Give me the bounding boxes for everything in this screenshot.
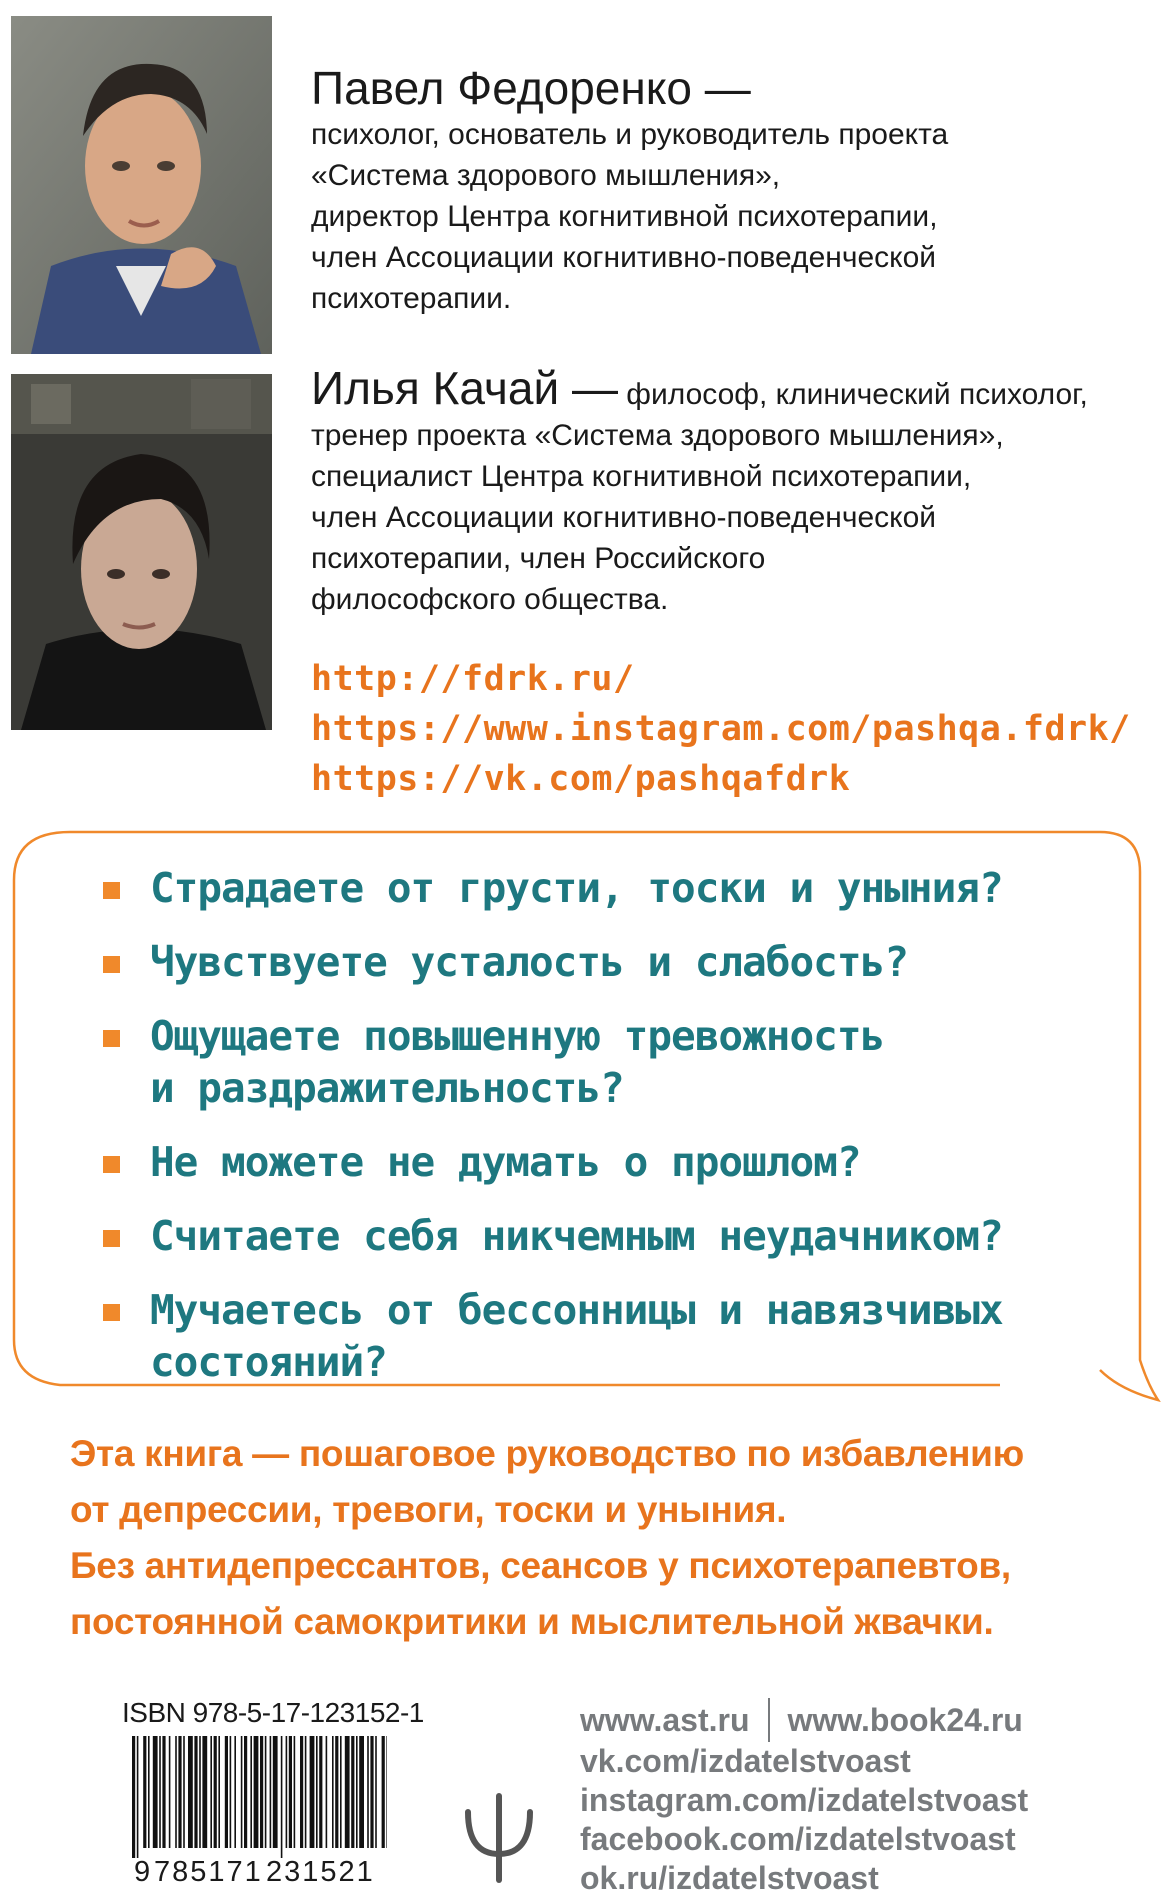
author-description: Илья Качай — философ, клинический психолог, тренер проекта «Система здорового мышления», специалист Центра когнитивной психотерапии, член Ассоциации когнитивно-поведенческой психотерапии, член Российского философского общества. xyxy=(311,362,1088,616)
barcode-bar xyxy=(159,1736,161,1848)
link-publisher-ok[interactable]: ok.ru/izdatelstvoast xyxy=(580,1860,879,1896)
barcode-bar xyxy=(250,1736,252,1848)
barcode-bar xyxy=(351,1736,354,1848)
link-instagram[interactable]: https://www.instagram.com/pashqa.fdrk/ xyxy=(311,709,1131,749)
list-item: Чувствуете усталость и слабость? xyxy=(100,936,1060,988)
list-item: Считаете себя никчемным неудачником? xyxy=(100,1210,1060,1262)
barcode-bar xyxy=(194,1736,197,1848)
list-item: Ощущаете повышенную тревожность и раздражительность? xyxy=(100,1010,1060,1114)
barcode-bar xyxy=(356,1736,358,1848)
link-publisher-instagram[interactable]: instagram.com/izdatelstvoast xyxy=(580,1782,1029,1818)
barcode-bar xyxy=(254,1736,259,1848)
barcode-digits-left: 785171 xyxy=(154,1856,263,1888)
barcode-bar xyxy=(210,1736,212,1848)
barcode-bar xyxy=(270,1736,272,1848)
author-name: Илья Качай — xyxy=(311,362,618,414)
author-name: Павел Федоренко — xyxy=(311,62,751,114)
publisher-contacts xyxy=(580,1698,1028,1898)
book-summary: Эта книга — пошаговое руководство по избавлению от депрессии, тревоги, тоски и уныния. Без антидепрессантов, сеансов у психотерапевтов, постоянной самокритики и мыслительной жвачки. xyxy=(70,1433,1024,1642)
bullet-square-icon xyxy=(103,1030,120,1047)
barcode-bar xyxy=(345,1736,350,1848)
barcode-bar xyxy=(281,1736,283,1858)
barcode-bar xyxy=(286,1736,288,1848)
barcode-bar xyxy=(132,1736,135,1858)
psi-logo-icon xyxy=(462,1792,536,1884)
barcode-digit-first: 9 xyxy=(134,1856,151,1888)
barcode-bar xyxy=(241,1736,243,1848)
barcode-bar xyxy=(153,1736,158,1848)
barcode-bar xyxy=(382,1736,385,1848)
barcode-bar xyxy=(289,1736,292,1848)
bullet-square-icon xyxy=(103,1156,120,1173)
bullet-square-icon xyxy=(103,882,120,899)
barcode-bar xyxy=(332,1736,334,1848)
link-publisher-facebook[interactable]: facebook.com/izdatelstvoast xyxy=(580,1821,1016,1857)
barcode-digits-right: 231521 xyxy=(266,1856,375,1888)
barcode xyxy=(132,1736,387,1858)
link-ast[interactable]: www.ast.ru xyxy=(580,1701,750,1738)
link-book24[interactable]: www.book24.ru xyxy=(787,1701,1023,1738)
link-vk[interactable]: https://vk.com/pashqafdrk xyxy=(311,759,851,799)
list-item: Страдаете от грусти, тоски и уныния? xyxy=(100,862,1060,914)
barcode-bar xyxy=(162,1736,165,1848)
barcode-bar xyxy=(300,1736,303,1848)
barcode-bar xyxy=(214,1736,217,1848)
barcode-bar xyxy=(367,1736,369,1848)
barcode-bar xyxy=(305,1736,307,1848)
link-publisher-vk[interactable]: vk.com/izdatelstvoast xyxy=(580,1743,911,1779)
barcode-bar xyxy=(178,1736,181,1848)
barcode-bar xyxy=(202,1736,207,1848)
barcode-bar xyxy=(148,1736,150,1848)
list-item: Мучаетесь от бессонницы и навязчивых состояний? xyxy=(100,1284,1060,1388)
barcode-bar xyxy=(340,1736,342,1848)
barcode-bar xyxy=(230,1736,232,1848)
author-description: психолог, основатель и руководитель проекта «Система здорового мышления», директор Центра когнитивной психотерапии, член Ассоциации когнитивно-поведенческой психотерапии. xyxy=(311,118,949,315)
barcode-bar xyxy=(169,1736,171,1848)
barcode-bar xyxy=(175,1736,177,1848)
barcode-bar xyxy=(137,1736,139,1858)
link-website[interactable]: http://fdrk.ru/ xyxy=(311,659,635,699)
barcode-bar xyxy=(183,1736,185,1848)
question-list xyxy=(100,862,1060,1410)
isbn-label: ISBN 978-5-17-123152-1 xyxy=(122,1697,424,1728)
barcode-bar xyxy=(234,1736,236,1848)
barcode-bar xyxy=(260,1736,263,1848)
barcode-bar xyxy=(218,1736,220,1848)
barcode-bar xyxy=(316,1736,318,1848)
barcode-bar xyxy=(326,1736,328,1848)
barcode-bar xyxy=(310,1736,315,1848)
bullet-square-icon xyxy=(103,1230,120,1247)
barcode-bar xyxy=(143,1736,146,1848)
barcode-bar xyxy=(244,1736,247,1848)
barcode-bar xyxy=(386,1736,387,1848)
bullet-square-icon xyxy=(103,1304,120,1321)
barcode-bar xyxy=(359,1736,364,1848)
divider xyxy=(768,1698,770,1742)
list-item: Не можете не думать о прошлом? xyxy=(100,1136,1060,1188)
barcode-bar xyxy=(370,1736,373,1848)
barcode-bar xyxy=(335,1736,338,1848)
barcode-bar xyxy=(225,1736,228,1848)
barcode-bar xyxy=(319,1736,322,1848)
barcode-bar xyxy=(188,1736,193,1848)
barcode-bar xyxy=(273,1736,278,1848)
barcode-bar xyxy=(199,1736,201,1848)
bullet-square-icon xyxy=(103,956,120,973)
barcode-bar xyxy=(294,1736,296,1848)
barcode-bar xyxy=(375,1736,377,1848)
barcode-bar xyxy=(265,1736,267,1848)
